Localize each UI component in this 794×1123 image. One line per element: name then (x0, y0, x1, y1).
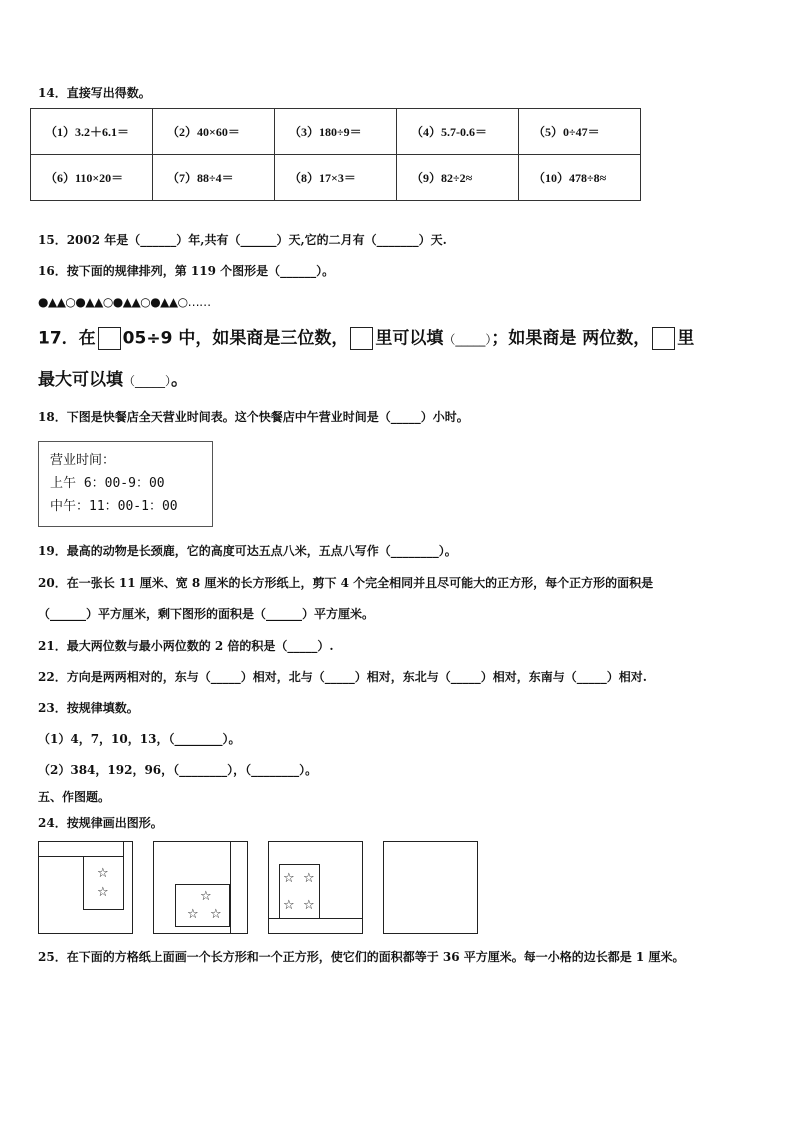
star-icon: ☆ (200, 889, 212, 904)
q23-item2: （2）384，192，96，（________），（________）。 (38, 763, 318, 777)
business-hours-box (38, 441, 213, 527)
star-icon: ☆ (187, 907, 199, 922)
shape-pattern: ●▲▲○●▲▲○●▲▲○●▲▲○…… (38, 295, 211, 309)
q17-text: 里可以填 (375, 328, 444, 349)
hours-noon: 中午：11：00-1：00 (50, 499, 178, 514)
inner-rect-line (268, 918, 363, 934)
star-icon: ☆ (97, 885, 109, 900)
pattern-figure-1 (38, 841, 133, 934)
q17-text: ；如果商是 两位数， (491, 328, 651, 349)
calc-cell: （6）110×20＝ (31, 155, 153, 201)
q24-title: 24．按规律画出图形。 (38, 816, 163, 830)
calc-cell: （5）0÷47＝ (519, 109, 641, 155)
calc-table (30, 108, 641, 201)
calc-cell: （9）82÷2≈ (397, 155, 519, 201)
calc-cell: （4）5.7-0.6＝ (397, 109, 519, 155)
q17-text: 17．在 (38, 328, 96, 349)
answer-blank: （_____） (123, 374, 172, 388)
calc-cell: （10）478÷8≈ (519, 155, 641, 201)
calc-cell: （3）180÷9＝ (275, 109, 397, 155)
q14-title: 14．直接写出得数。 (38, 86, 151, 100)
star-icon: ☆ (303, 871, 315, 886)
inner-rect-line (230, 841, 240, 934)
hours-morning: 上午 6：00-9：00 (50, 476, 165, 491)
q17-text: 05÷9 中，如果商是三位数， (122, 328, 349, 349)
inner-rect-line (38, 841, 124, 857)
q17-text: 里 (677, 328, 695, 349)
q17-text: 最大可以填 (38, 370, 123, 390)
calc-cell: （7）88÷4＝ (153, 155, 275, 201)
star-icon: ☆ (97, 866, 109, 881)
hours-title: 营业时间： (50, 453, 116, 468)
pattern-figure-4-blank[interactable] (383, 841, 478, 934)
q18-text: 18．下图是快餐店全天营业时间表。这个快餐店中午营业时间是（_____）小时。 (38, 410, 469, 424)
section-heading: 五、作图题。 (38, 790, 111, 804)
q16-text: 16．按下面的规律排列，第 119 个图形是（______）。 (38, 264, 335, 278)
calc-cell: （8）17×3＝ (275, 155, 397, 201)
star-icon: ☆ (283, 898, 295, 913)
q21-text: 21．最大两位数与最小两位数的 2 倍的积是（_____）. (38, 639, 334, 653)
q15-text: 15．2002 年是（______）年,共有（______）天,它的二月有（_______）天. (38, 233, 447, 247)
q17-text: 。 (171, 370, 189, 390)
answer-box[interactable] (98, 327, 121, 350)
q22-text: 22．方向是两两相对的，东与（_____）相对，北与（_____）相对，东北与（_____）相对，东南与（_____）相对. (38, 670, 647, 684)
q25-text: 25．在下面的方格纸上面画一个长方形和一个正方形，使它们的面积都等于 36 平方厘米。每一小格的边长都是 1 厘米。 (38, 950, 685, 964)
q17-line2 (38, 369, 188, 392)
q20-line2: （______）平方厘米，剩下图形的面积是（______）平方厘米。 (38, 607, 375, 621)
pattern-figure-3 (268, 841, 363, 934)
table-row (31, 109, 641, 155)
answer-box[interactable] (350, 327, 373, 350)
q23-title: 23．按规律填数。 (38, 701, 139, 715)
calc-cell: （2）40×60＝ (153, 109, 275, 155)
answer-box[interactable] (652, 327, 675, 350)
star-icon: ☆ (283, 871, 295, 886)
star-icon: ☆ (303, 898, 315, 913)
q20-line1: 20．在一张长 11 厘米、宽 8 厘米的长方形纸上，剪下 4 个完全相同并且尽可能大的正方形，每个正方形的面积是 (38, 576, 654, 590)
q17-line1 (38, 327, 694, 351)
table-row (31, 155, 641, 201)
inner-rectangle (83, 856, 124, 910)
q23-item1: （1）4，7，10，13，（________）。 (38, 732, 241, 746)
answer-blank: （_____） (443, 332, 492, 347)
calc-cell: （1）3.2＋6.1＝ (31, 109, 153, 155)
q19-text: 19．最高的动物是长颈鹿，它的高度可达五点八米，五点八写作（________）。 (38, 544, 457, 558)
pattern-figure-2 (153, 841, 248, 934)
star-icon: ☆ (210, 907, 222, 922)
